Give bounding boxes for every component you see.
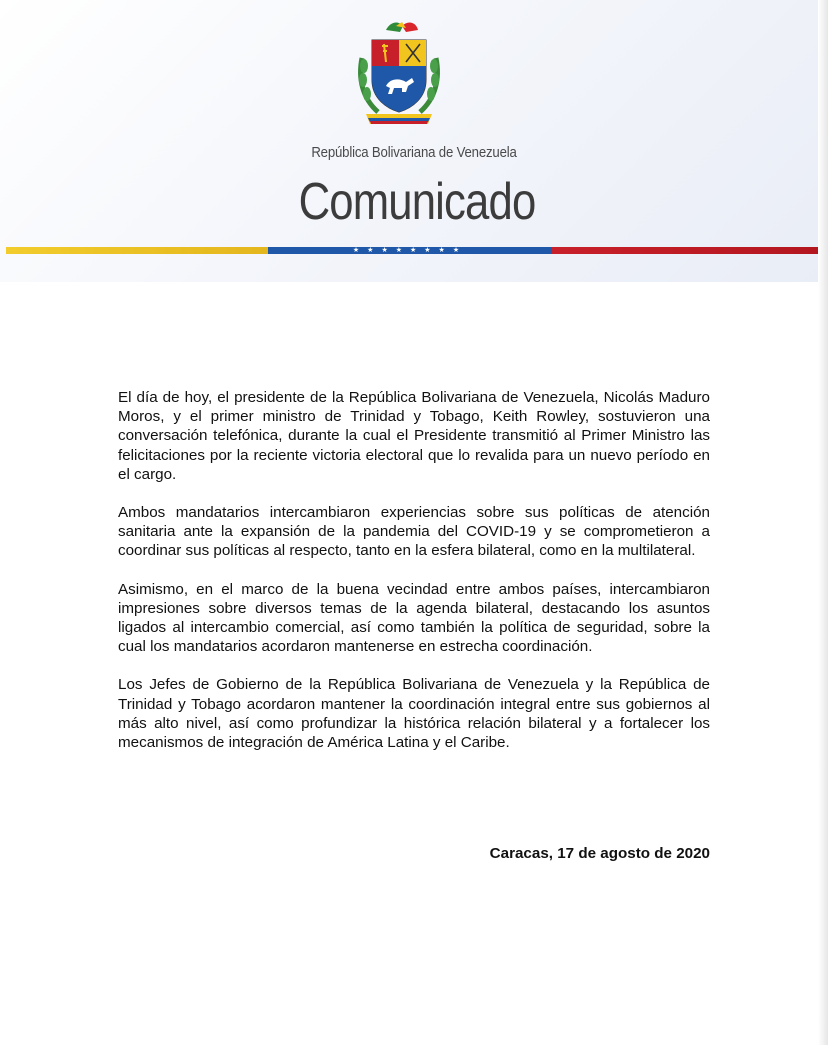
flag-color-band: [6, 247, 824, 254]
paragraph: Asimismo, en el marco de la buena vecindad entre ambos países, intercambiaron impresiones sobre diversos temas de la agenda bilateral, destacando los asuntos ligados al intercambio comercial, así como también la política de seguridad, sobre la cual los mandatarios acordaron mantenerse en estrecha coordinación.: [118, 580, 710, 656]
flag-yellow-segment: [6, 247, 268, 254]
document-header: [0, 0, 828, 282]
paragraph: Los Jefes de Gobierno de la República Bolivariana de Venezuela y la República de Trinidad y Tobago acordaron mantener la coordinación integral entre sus gobiernos al más alto nivel, así como profundizar la histórica relación bilateral y a fortalecer los mecanismos de integración de América Latina y el Caribe.: [118, 676, 710, 752]
republic-name: República Bolivariana de Venezuela: [311, 144, 517, 161]
communique-body: [118, 388, 710, 771]
page-edge-shadow: [818, 0, 828, 1045]
page-title: Comunicado: [298, 173, 536, 231]
flag-stars: ★★★★★★★★: [352, 247, 468, 254]
flag-red-segment: [552, 247, 824, 254]
place-date-signature: Caracas, 17 de agosto de 2020: [489, 845, 710, 862]
venezuela-coat-of-arms-icon: [356, 18, 442, 130]
paragraph: El día de hoy, el presidente de la República Bolivariana de Venezuela, Nicolás Maduro Moros, y el primer ministro de Trinidad y Tobago, Keith Rowley, sostuvieron una conversación telefónica, durante la cual el Presidente transmitió al Primer Ministro las felicitaciones por la reciente victoria electoral que lo revalida para un nuevo período en el cargo.: [118, 389, 710, 483]
paragraph: Ambos mandatarios intercambiaron experiencias sobre sus políticas de atención sanitaria ante la expansión de la pandemia del COVID-19 y se comprometieron a coordinar sus políticas al respecto, tanto en la esfera bilateral, como en la multilateral.: [118, 504, 710, 560]
flag-blue-segment: [268, 247, 552, 254]
